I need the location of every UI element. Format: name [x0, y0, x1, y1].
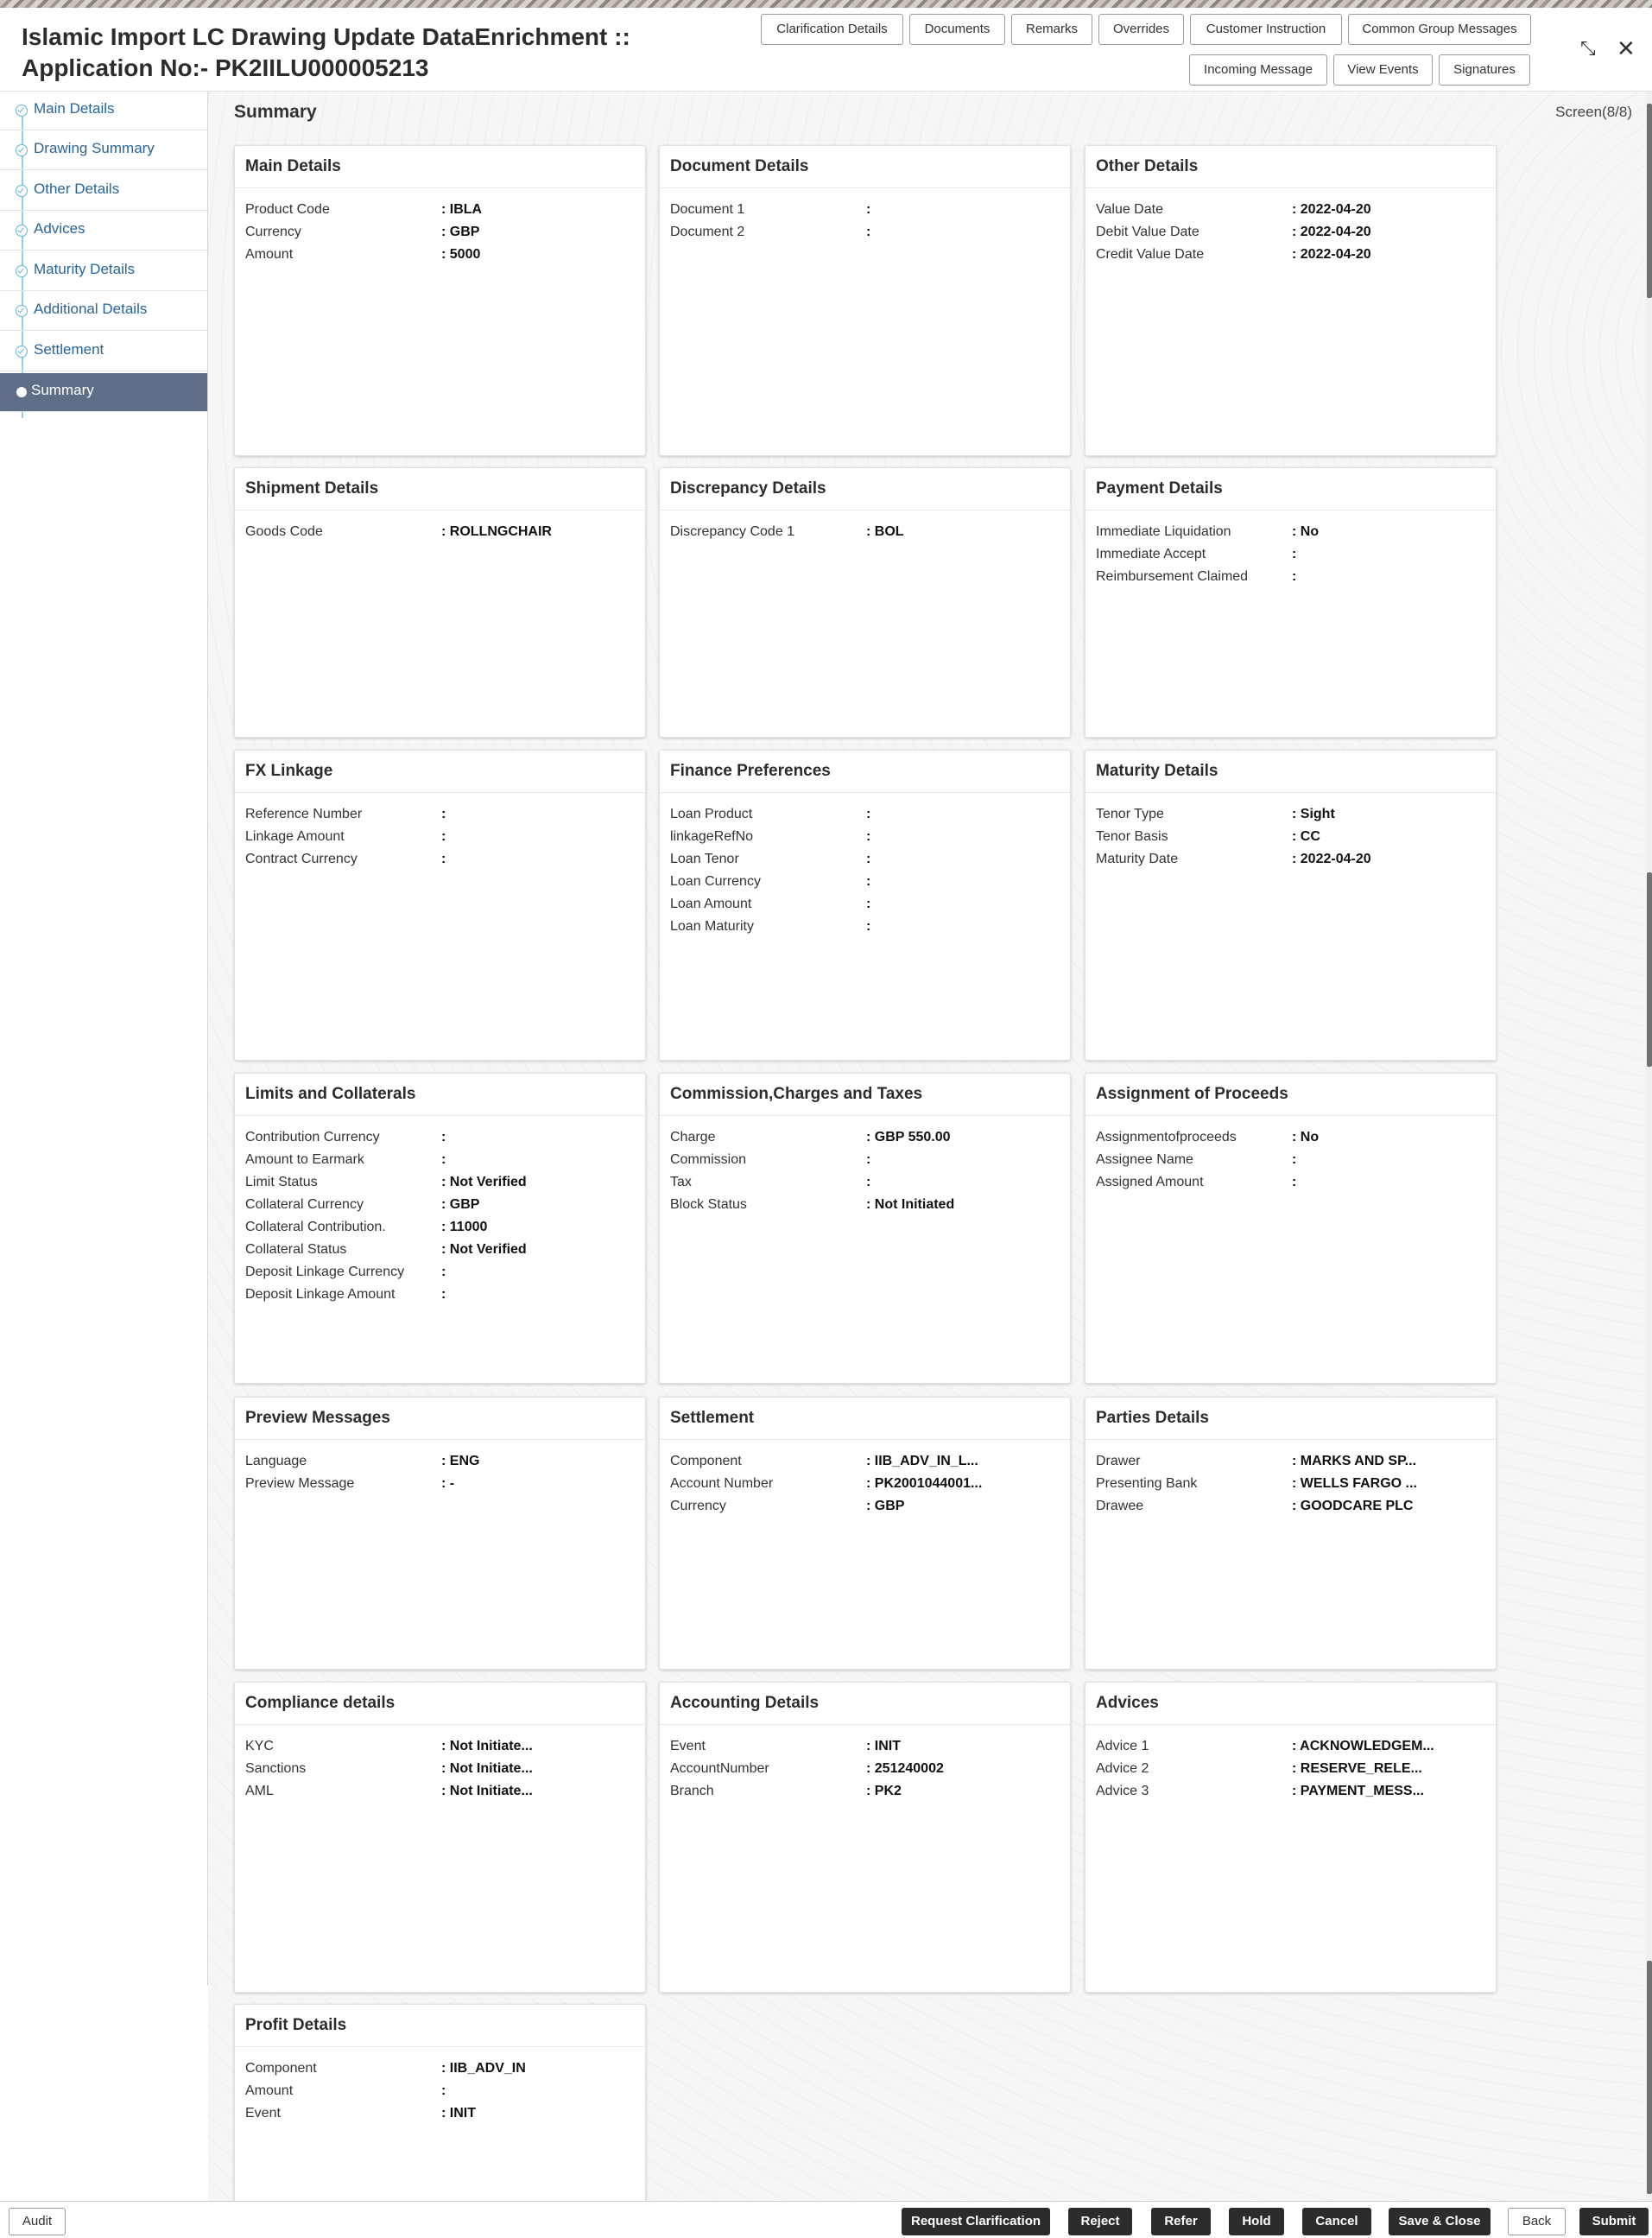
field-value: : [441, 1130, 446, 1144]
field-label: Limit Status [245, 1175, 318, 1189]
field-value: : CC [1292, 829, 1320, 844]
common-group-messages-button[interactable]: Common Group Messages [1348, 14, 1531, 45]
sidebar-item-label: Maturity Details [34, 261, 136, 277]
card-title: Settlement [660, 1398, 1070, 1440]
field-row [1086, 247, 1496, 269]
field-label: Reference Number [245, 807, 363, 821]
field-value: : 2022-04-20 [1292, 247, 1371, 262]
field-row [235, 2106, 645, 2128]
field-value: : [866, 1175, 871, 1189]
field-row [235, 225, 645, 247]
page-title-line2: Application No:- PK2IILU000005213 [22, 54, 429, 81]
field-label: Document 1 [670, 202, 745, 217]
card-rows [235, 1116, 645, 1309]
field-value: : GBP [441, 225, 480, 239]
field-value: : [441, 829, 446, 844]
check-circle-icon [16, 346, 28, 358]
field-row [235, 2061, 645, 2083]
summary-card-commission-charges-and-taxes [659, 1073, 1071, 1384]
field-row [1086, 807, 1496, 829]
field-value: : [441, 1265, 446, 1279]
field-row [660, 874, 1070, 897]
field-label: Assignee Name [1096, 1152, 1193, 1167]
card-title: Parties Details [1086, 1398, 1496, 1440]
field-row [660, 1130, 1070, 1152]
field-row [1086, 1476, 1496, 1499]
field-label: Drawee [1096, 1499, 1144, 1513]
card-rows [235, 793, 645, 874]
card-title: Compliance details [235, 1683, 645, 1725]
sidebar-item-label: Additional Details [34, 301, 148, 317]
footer-bar [0, 2201, 1652, 2238]
field-row [1086, 202, 1496, 225]
field-row [660, 1499, 1070, 1521]
sidebar-item-advices[interactable] [0, 212, 207, 250]
summary-card-other-details [1085, 145, 1497, 456]
field-value: : INIT [866, 1739, 901, 1753]
save-and-close-button[interactable]: Save & Close [1389, 2208, 1491, 2235]
close-icon[interactable]: ✕ [1617, 35, 1636, 61]
field-value: : 2022-04-20 [1292, 202, 1371, 217]
field-label: Advice 1 [1096, 1739, 1149, 1753]
field-label: Commission [670, 1152, 747, 1167]
field-label: Tax [670, 1175, 692, 1189]
summary-card-profit-details [234, 2004, 646, 2203]
card-title: Other Details [1086, 146, 1496, 188]
sidebar-item-label: Main Details [34, 100, 115, 117]
field-value: : PK2 [866, 1784, 902, 1798]
field-label: Language [245, 1454, 307, 1468]
page-title-line1: Islamic Import LC Drawing Update DataEnrichment :: [22, 23, 630, 50]
field-row [1086, 1739, 1496, 1761]
field-value: : MARKS AND SP... [1292, 1454, 1417, 1468]
field-row [1086, 1130, 1496, 1152]
field-label: Collateral Contribution. [245, 1220, 386, 1234]
field-label: Value Date [1096, 202, 1163, 217]
field-row [235, 1265, 645, 1287]
check-circle-icon [16, 105, 28, 117]
field-row [235, 1739, 645, 1761]
card-rows [660, 793, 1070, 941]
card-title: Document Details [660, 146, 1070, 188]
summary-card-parties-details [1085, 1397, 1497, 1670]
customer-instruction-button[interactable]: Customer Instruction [1190, 14, 1342, 45]
field-value: : Not Initiate... [441, 1784, 533, 1798]
field-row [235, 1476, 645, 1499]
field-value: : Not Verified [441, 1242, 527, 1257]
card-title: Commission,Charges and Taxes [660, 1074, 1070, 1116]
field-label: Sanctions [245, 1761, 307, 1776]
field-row [660, 202, 1070, 225]
field-row [660, 919, 1070, 941]
collapse-icon[interactable]: ⤡ [1580, 37, 1596, 59]
back-button[interactable]: Back [1508, 2208, 1566, 2235]
field-row [235, 1220, 645, 1242]
card-title: Advices [1086, 1683, 1496, 1725]
screen-indicator: Screen(8/8) [1555, 104, 1632, 120]
card-rows [1086, 1440, 1496, 1521]
field-label: Currency [245, 225, 301, 239]
card-rows [1086, 510, 1496, 592]
field-row [1086, 1152, 1496, 1175]
summary-card-discrepancy-details [659, 467, 1071, 738]
field-value: : ROLLNGCHAIR [441, 524, 552, 539]
field-label: linkageRefNo [670, 829, 754, 844]
field-value: : 5000 [441, 247, 481, 262]
field-value: : Not Verified [441, 1175, 527, 1189]
field-label: Contribution Currency [245, 1130, 380, 1144]
field-label: Deposit Linkage Currency [245, 1265, 405, 1279]
field-value: : [441, 1152, 446, 1167]
field-row [1086, 1175, 1496, 1197]
field-label: Collateral Currency [245, 1197, 364, 1212]
field-label: KYC [245, 1739, 274, 1753]
hold-button[interactable]: Hold [1229, 2208, 1284, 2235]
card-title: Finance Preferences [660, 751, 1070, 793]
field-row [660, 1761, 1070, 1784]
field-label: Loan Amount [670, 897, 752, 911]
field-label: Amount [245, 2083, 294, 2098]
field-label: Currency [670, 1499, 726, 1513]
field-value: : WELLS FARGO ... [1292, 1476, 1417, 1491]
card-rows [235, 1725, 645, 1806]
field-row [235, 1175, 645, 1197]
field-value: : [866, 852, 871, 866]
field-value: : - [441, 1476, 455, 1491]
card-title: Profit Details [235, 2005, 645, 2047]
overrides-button[interactable]: Overrides [1098, 14, 1184, 45]
sidebar-item-main-details[interactable] [0, 92, 207, 130]
field-value: : IIB_ADV_IN_L... [866, 1454, 978, 1468]
field-label: Preview Message [245, 1476, 355, 1491]
sidebar-item-label: Summary [31, 382, 94, 398]
field-value: : [441, 2083, 446, 2098]
field-row [235, 807, 645, 829]
field-row [660, 1152, 1070, 1175]
field-label: Event [670, 1739, 706, 1753]
sidebar-item-label: Advices [34, 220, 85, 237]
field-row [660, 225, 1070, 247]
field-value: : 251240002 [866, 1761, 944, 1776]
view-events-button[interactable]: View Events [1333, 54, 1433, 86]
summary-title: Summary [234, 102, 317, 122]
field-value: : RESERVE_RELE... [1292, 1761, 1422, 1776]
field-label: Contract Currency [245, 852, 358, 866]
field-value: : 11000 [441, 1220, 488, 1234]
page-header [0, 8, 1652, 92]
field-row [235, 1454, 645, 1476]
card-rows [235, 2047, 645, 2128]
field-row [1086, 569, 1496, 592]
field-row [660, 829, 1070, 852]
field-row [1086, 829, 1496, 852]
scrollbar-thumb[interactable] [1647, 1961, 1652, 2194]
field-label: AML [245, 1784, 274, 1798]
field-label: Immediate Liquidation [1096, 524, 1231, 539]
field-value: : PK2001044001... [866, 1476, 983, 1491]
card-rows [660, 1440, 1070, 1521]
refer-button[interactable]: Refer [1151, 2208, 1211, 2235]
card-title: FX Linkage [235, 751, 645, 793]
field-label: Tenor Type [1096, 807, 1164, 821]
cancel-button[interactable]: Cancel [1302, 2208, 1371, 2235]
field-value: : Not Initiate... [441, 1761, 533, 1776]
summary-card-payment-details [1085, 467, 1497, 738]
field-row [660, 524, 1070, 547]
field-label: Loan Currency [670, 874, 761, 889]
field-label: Document 2 [670, 225, 745, 239]
field-value: : GOODCARE PLC [1292, 1499, 1414, 1513]
card-title: Limits and Collaterals [235, 1074, 645, 1116]
field-value: : [866, 202, 871, 217]
field-row [235, 1287, 645, 1309]
signatures-button[interactable]: Signatures [1439, 54, 1530, 86]
field-value: : [866, 919, 871, 934]
card-title: Discrepancy Details [660, 468, 1070, 510]
sidebar-item-additional-details[interactable] [0, 292, 207, 331]
field-label: AccountNumber [670, 1761, 769, 1776]
field-value: : IBLA [441, 202, 483, 217]
sidebar-item-settlement[interactable] [0, 333, 207, 371]
check-circle-icon [16, 305, 28, 317]
field-label: Component [670, 1454, 742, 1468]
card-title: Preview Messages [235, 1398, 645, 1440]
card-title: Payment Details [1086, 468, 1496, 510]
field-label: Debit Value Date [1096, 225, 1199, 239]
remarks-button[interactable]: Remarks [1011, 14, 1092, 45]
card-title: Assignment of Proceeds [1086, 1074, 1496, 1116]
summary-card-document-details [659, 145, 1071, 456]
field-row [235, 2083, 645, 2106]
scrollbar-thumb[interactable] [1647, 104, 1652, 298]
field-value: : 2022-04-20 [1292, 852, 1371, 866]
summary-card-accounting-details [659, 1682, 1071, 1993]
card-rows [235, 1440, 645, 1499]
field-row [660, 852, 1070, 874]
card-title: Maturity Details [1086, 751, 1496, 793]
field-value: : [441, 852, 446, 866]
clarification-details-button[interactable]: Clarification Details [761, 14, 903, 45]
field-row [1086, 1784, 1496, 1806]
field-value: : [866, 807, 871, 821]
field-row [1086, 852, 1496, 874]
summary-card-advices [1085, 1682, 1497, 1993]
field-row [235, 1784, 645, 1806]
summary-card-compliance-details [234, 1682, 646, 1993]
field-label: Assignmentofproceeds [1096, 1130, 1237, 1144]
field-label: Loan Product [670, 807, 753, 821]
scrollbar-thumb[interactable] [1647, 872, 1652, 1067]
field-row [660, 1784, 1070, 1806]
field-value: : Not Initiate... [441, 1739, 533, 1753]
card-title: Shipment Details [235, 468, 645, 510]
sidebar-nav [0, 92, 208, 1986]
field-label: Presenting Bank [1096, 1476, 1198, 1491]
field-value: : [866, 225, 871, 239]
field-label: Advice 3 [1096, 1784, 1149, 1798]
summary-card-maturity-details [1085, 750, 1497, 1061]
field-row [1086, 547, 1496, 569]
field-row [660, 1739, 1070, 1761]
card-rows [1086, 793, 1496, 874]
field-value: : [441, 1287, 446, 1302]
field-label: Linkage Amount [245, 829, 345, 844]
field-row [235, 1197, 645, 1220]
sidebar-item-label: Drawing Summary [34, 140, 155, 156]
card-title: Main Details [235, 146, 645, 188]
field-row [235, 829, 645, 852]
field-label: Block Status [670, 1197, 747, 1212]
card-rows [235, 188, 645, 269]
field-value: : [441, 807, 446, 821]
field-label: Event [245, 2106, 281, 2121]
field-row [235, 247, 645, 269]
field-row [660, 897, 1070, 919]
field-value: : GBP 550.00 [866, 1130, 951, 1144]
field-row [1086, 1761, 1496, 1784]
field-label: Goods Code [245, 524, 323, 539]
summary-card-main-details [234, 145, 646, 456]
field-label: Amount to Earmark [245, 1152, 364, 1167]
field-value: : No [1292, 524, 1320, 539]
summary-card-preview-messages [234, 1397, 646, 1670]
field-value: : INIT [441, 2106, 476, 2121]
field-row [660, 1197, 1070, 1220]
incoming-message-button[interactable]: Incoming Message [1189, 54, 1327, 86]
field-value: : 2022-04-20 [1292, 225, 1371, 239]
card-rows [660, 1725, 1070, 1806]
field-value: : Not Initiated [866, 1197, 955, 1212]
field-value: : [1292, 1152, 1297, 1167]
card-title: Accounting Details [660, 1683, 1070, 1725]
check-circle-icon [16, 144, 28, 156]
field-row [1086, 524, 1496, 547]
field-label: Advice 2 [1096, 1761, 1149, 1776]
sidebar-item-other-details[interactable] [0, 172, 207, 211]
summary-card-fx-linkage [234, 750, 646, 1061]
field-value: : [1292, 569, 1297, 584]
field-label: Loan Maturity [670, 919, 754, 934]
summary-card-limits-and-collaterals [234, 1073, 646, 1384]
card-rows [660, 510, 1070, 547]
field-label: Collateral Status [245, 1242, 347, 1257]
field-value: : [866, 829, 871, 844]
vertical-scrollbar[interactable] [1646, 92, 1652, 2201]
field-value: : IIB_ADV_IN [441, 2061, 526, 2076]
field-row [1086, 1499, 1496, 1521]
field-label: Drawer [1096, 1454, 1141, 1468]
field-value: : [866, 1152, 871, 1167]
field-value: : ENG [441, 1454, 480, 1468]
field-label: Tenor Basis [1096, 829, 1168, 844]
field-label: Branch [670, 1784, 714, 1798]
summary-card-assignment-of-proceeds [1085, 1073, 1497, 1384]
field-label: Amount [245, 247, 294, 262]
field-label: Component [245, 2061, 317, 2076]
field-row [235, 1242, 645, 1265]
check-circle-icon [16, 265, 28, 277]
submit-button[interactable]: Submit [1579, 2208, 1649, 2235]
field-value: : Sight [1292, 807, 1335, 821]
field-label: Credit Value Date [1096, 247, 1205, 262]
field-row [1086, 225, 1496, 247]
field-row [660, 1476, 1070, 1499]
card-rows [1086, 188, 1496, 269]
field-value: : GBP [866, 1499, 905, 1513]
field-label: Charge [670, 1130, 716, 1144]
sidebar-item-maturity-details[interactable] [0, 252, 207, 291]
summary-card-settlement [659, 1397, 1071, 1670]
sidebar-item-drawing-summary[interactable] [0, 131, 207, 170]
documents-button[interactable]: Documents [909, 14, 1005, 45]
sidebar-item-summary[interactable] [0, 373, 207, 412]
current-step-dot-icon [16, 387, 27, 397]
reject-button[interactable]: Reject [1068, 2208, 1132, 2235]
field-row [660, 807, 1070, 829]
field-row [235, 1152, 645, 1175]
field-value: : [1292, 1175, 1297, 1189]
card-rows [660, 188, 1070, 247]
field-label: Reimbursement Claimed [1096, 569, 1249, 584]
summary-card-shipment-details [234, 467, 646, 738]
field-value: : BOL [866, 524, 904, 539]
summary-card-finance-preferences [659, 750, 1071, 1061]
page-title [22, 22, 630, 84]
field-value: : PAYMENT_MESS... [1292, 1784, 1424, 1798]
field-row [235, 852, 645, 874]
card-rows [235, 510, 645, 547]
field-label: Discrepancy Code 1 [670, 524, 795, 539]
field-label: Loan Tenor [670, 852, 739, 866]
field-value: : ACKNOWLEDGEM... [1292, 1739, 1434, 1753]
field-value: : No [1292, 1130, 1320, 1144]
field-row [235, 524, 645, 547]
field-label: Deposit Linkage Amount [245, 1287, 396, 1302]
field-label: Maturity Date [1096, 852, 1179, 866]
field-row [235, 1761, 645, 1784]
field-label: Immediate Accept [1096, 547, 1206, 561]
field-row [235, 202, 645, 225]
card-rows [660, 1116, 1070, 1220]
audit-button[interactable]: Audit [9, 2208, 66, 2235]
request-clarification-button[interactable]: Request Clarification [902, 2208, 1050, 2235]
field-row [660, 1454, 1070, 1476]
field-value: : GBP [441, 1197, 480, 1212]
field-value: : [866, 897, 871, 911]
check-circle-icon [16, 185, 28, 197]
field-label: Assigned Amount [1096, 1175, 1204, 1189]
card-rows [1086, 1116, 1496, 1197]
field-label: Product Code [245, 202, 330, 217]
sidebar-item-label: Other Details [34, 181, 120, 197]
field-label: Account Number [670, 1476, 774, 1491]
card-rows [1086, 1725, 1496, 1806]
field-value: : [1292, 547, 1297, 561]
field-value: : [866, 874, 871, 889]
check-circle-icon [16, 225, 28, 237]
field-row [235, 1130, 645, 1152]
field-row [1086, 1454, 1496, 1476]
field-row [660, 1175, 1070, 1197]
sidebar-item-label: Settlement [34, 341, 104, 358]
top-decorative-strip [0, 0, 1652, 8]
